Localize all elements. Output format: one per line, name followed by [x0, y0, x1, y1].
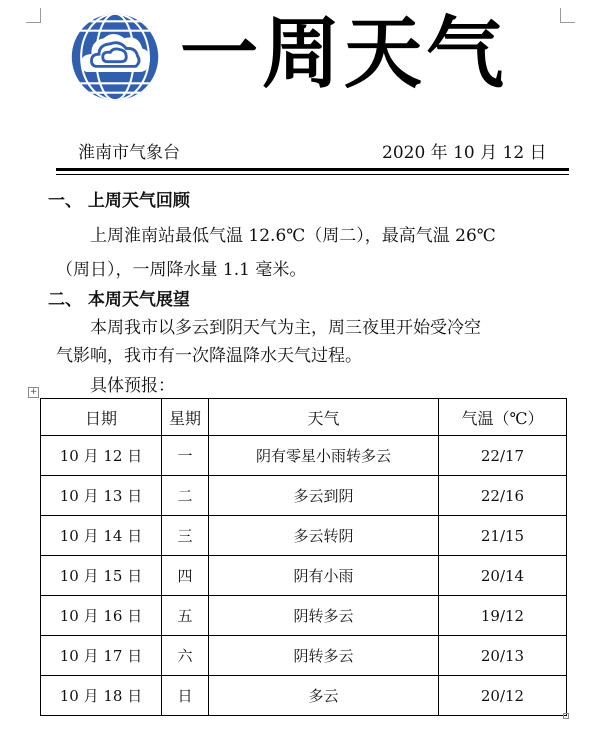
- section1-line-1: 上周淮南站最低气温 12.6℃（周二），最高气温 26℃: [90, 226, 496, 246]
- section2-line-1: 本周我市以多云到阴天气为主，周三夜里开始受冷空: [90, 318, 481, 338]
- cell-date: 10 月 18 日: [41, 676, 162, 716]
- header-rule-thick: [56, 168, 569, 171]
- column-header-date: 日期: [41, 399, 162, 436]
- page-title: 一周天气: [180, 9, 509, 99]
- column-header-weekday: 星期: [162, 399, 209, 436]
- issuer-name: 淮南市气象台: [78, 143, 180, 163]
- section2-heading: 二、 本周天气展望: [48, 290, 190, 310]
- table-row: [41, 636, 567, 676]
- table-move-handle-icon[interactable]: +: [29, 387, 38, 397]
- table-row: [41, 476, 567, 516]
- cell-weather: 多云转阴: [209, 516, 439, 556]
- cell-date: 10 月 13 日: [41, 476, 162, 516]
- cell-weather: 多云到阴: [209, 476, 439, 516]
- page-margin-corner-left: [26, 8, 41, 23]
- cell-temperature: 20/12: [439, 676, 567, 716]
- table-row: [41, 676, 567, 716]
- cell-date: 10 月 17 日: [41, 636, 162, 676]
- cell-weekday: 一: [162, 436, 209, 476]
- cell-weekday: 日: [162, 676, 209, 716]
- table-header-row: [41, 399, 567, 436]
- cell-weekday: 二: [162, 476, 209, 516]
- table-row: [41, 556, 567, 596]
- cell-weather: 阴有零星小雨转多云: [209, 436, 439, 476]
- cell-weekday: 五: [162, 596, 209, 636]
- cell-weather: 阴转多云: [209, 596, 439, 636]
- table-row: [41, 436, 567, 476]
- cell-weather: 阴有小雨: [209, 556, 439, 596]
- cell-date: 10 月 15 日: [41, 556, 162, 596]
- cell-temperature: 20/13: [439, 636, 567, 676]
- header-rule-thin: [56, 174, 569, 175]
- cma-cloud-logo-icon: [68, 10, 162, 104]
- table-row: [41, 596, 567, 636]
- forecast-table: [40, 398, 567, 716]
- cell-weather: 多云: [209, 676, 439, 716]
- column-header-temperature: 气温（℃）: [439, 399, 567, 436]
- cell-date: 10 月 12 日: [41, 436, 162, 476]
- cell-weekday: 三: [162, 516, 209, 556]
- cell-temperature: 21/15: [439, 516, 567, 556]
- cell-temperature: 22/16: [439, 476, 567, 516]
- section1-line-2: （周日），一周降水量 1.1 毫米。: [56, 260, 307, 280]
- cell-weekday: 四: [162, 556, 209, 596]
- cell-temperature: 19/12: [439, 596, 567, 636]
- cell-weather: 阴转多云: [209, 636, 439, 676]
- issue-date: 2020 年 10 月 12 日: [382, 143, 547, 163]
- section2-line-2: 气影响，我市有一次降温降水天气过程。: [56, 346, 362, 366]
- cell-weekday: 六: [162, 636, 209, 676]
- cell-date: 10 月 14 日: [41, 516, 162, 556]
- cell-temperature: 22/17: [439, 436, 567, 476]
- table-row: [41, 516, 567, 556]
- column-header-weather: 天气: [209, 399, 439, 436]
- forecast-label: 具体预报：: [90, 376, 175, 396]
- cell-date: 10 月 16 日: [41, 596, 162, 636]
- table-resize-handle[interactable]: [563, 713, 569, 719]
- cell-temperature: 20/14: [439, 556, 567, 596]
- section1-heading: 一、 上周天气回顾: [48, 191, 190, 211]
